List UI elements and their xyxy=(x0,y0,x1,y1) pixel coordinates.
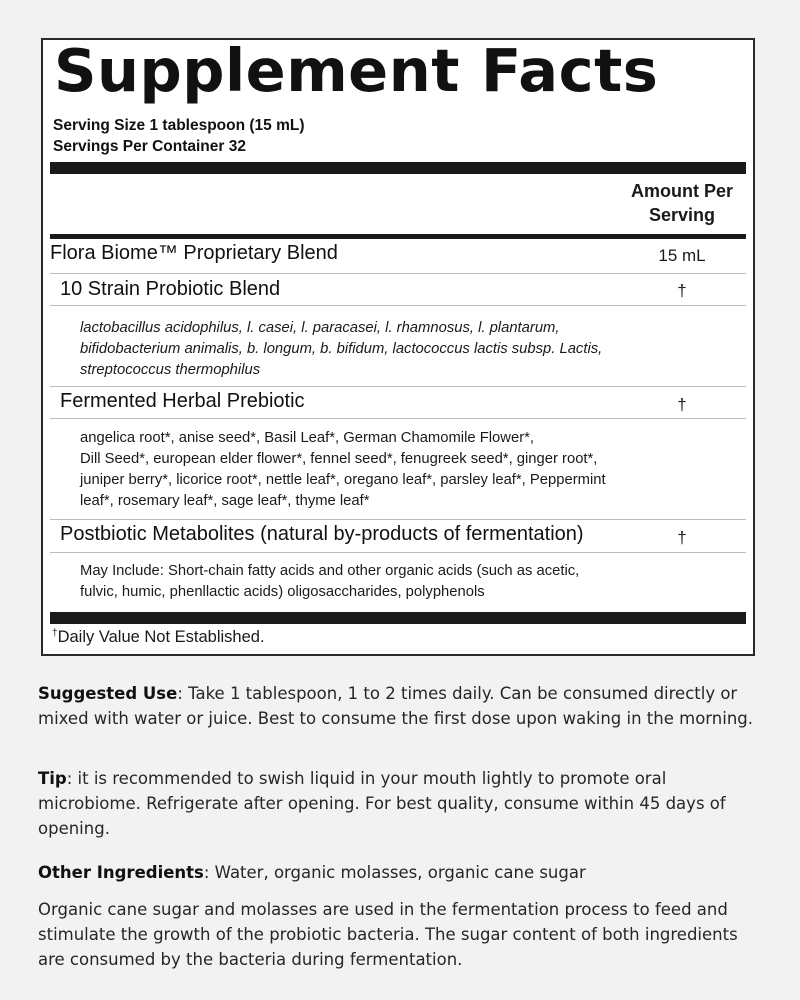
row-label-probiotic-blend: 10 Strain Probiotic Blend xyxy=(60,278,281,300)
amount-header-line1: Amount Per xyxy=(630,181,733,201)
detail-line: leaf*, rosemary leaf*, sage leaf*, thyme leaf* xyxy=(80,493,370,509)
row-label-postbiotic-metabolites: Postbiotic Metabolites (natural by-products of fermentation) xyxy=(60,523,584,545)
detail-line: May Include: Short-chain fatty acids and other organic acids (such as acetic, xyxy=(80,563,580,579)
row-divider xyxy=(50,552,746,553)
row-amount-herbal-prebiotic: † xyxy=(677,395,687,414)
thick-divider-top xyxy=(50,162,746,174)
amount-per-serving-header xyxy=(622,179,742,227)
servings-per-container: Servings Per Container 32 xyxy=(53,138,246,155)
tip-label: Tip xyxy=(38,769,67,788)
row-amount-probiotic-blend: † xyxy=(677,281,687,300)
row-divider xyxy=(50,418,746,419)
row-amount-postbiotic-metabolites: † xyxy=(677,528,687,547)
detail-line: streptococcus thermophilus xyxy=(80,362,261,378)
thick-divider-bottom xyxy=(50,612,746,624)
footnote-text: Daily Value Not Established. xyxy=(57,628,265,646)
tip-paragraph xyxy=(38,766,768,841)
row-label-proprietary-blend: Flora Biome™ Proprietary Blend xyxy=(50,242,338,264)
dagger-mark: † xyxy=(52,628,58,639)
suggested-use-text: : Take 1 tablespoon, 1 to 2 times daily. Can be consumed directly or mixed with water or juice. Best to consume the first dose upon waking in the morning. xyxy=(38,684,754,728)
sugar-note-paragraph: Organic cane sugar and molasses are used in the fermentation process to feed and stimulate the growth of the probiotic bacteria. The sugar content of both ingredients are consumed by the bacteria during fermentation. xyxy=(38,900,738,969)
detail-line: Dill Seed*, european elder flower*, fennel seed*, fenugreek seed*, ginger root*, xyxy=(80,451,598,467)
prebiotic-herb-list xyxy=(80,428,656,512)
probiotic-strain-list xyxy=(80,318,656,381)
tip-text: : it is recommended to swish liquid in your mouth lightly to promote oral microbiome. Refrigerate after opening. For best quality, consume within 45 days of opening. xyxy=(38,769,726,838)
suggested-use-label: Suggested Use xyxy=(38,684,178,703)
detail-line: juniper berry*, licorice root*, nettle leaf*, oregano leaf*, parsley leaf*, Peppermint xyxy=(80,472,606,488)
row-divider xyxy=(50,305,746,306)
other-ingredients-text: : Water, organic molasses, organic cane sugar xyxy=(203,863,586,882)
supplement-facts-panel xyxy=(41,38,755,656)
other-ingredients-label: Other Ingredients xyxy=(38,863,204,882)
daily-value-footnote xyxy=(52,628,265,647)
detail-line: lactobacillus acidophilus, l. casei, l. paracasei, l. rhamnosus, l. plantarum, xyxy=(80,320,560,336)
detail-line: angelica root*, anise seed*, Basil Leaf*, German Chamomile Flower*, xyxy=(80,430,534,446)
row-divider xyxy=(50,386,746,387)
medium-divider xyxy=(50,234,746,239)
row-amount-proprietary-blend: 15 mL xyxy=(658,246,706,265)
postbiotic-detail xyxy=(80,561,656,603)
other-ingredients-paragraph xyxy=(38,860,768,885)
suggested-use-paragraph xyxy=(38,681,768,731)
detail-line: bifidobacterium animalis, b. longum, b. bifidum, lactococcus lactis subsp. Lactis, xyxy=(80,341,603,357)
row-label-herbal-prebiotic: Fermented Herbal Prebiotic xyxy=(60,390,305,412)
serving-size: Serving Size 1 tablespoon (15 mL) xyxy=(53,117,305,134)
row-divider xyxy=(50,273,746,274)
detail-line: fulvic, humic, phenllactic acids) oligosaccharides, polyphenols xyxy=(80,584,485,600)
amount-header-line2: Serving xyxy=(648,205,716,225)
panel-title: Supplement Facts xyxy=(54,36,659,105)
row-divider xyxy=(50,519,746,520)
